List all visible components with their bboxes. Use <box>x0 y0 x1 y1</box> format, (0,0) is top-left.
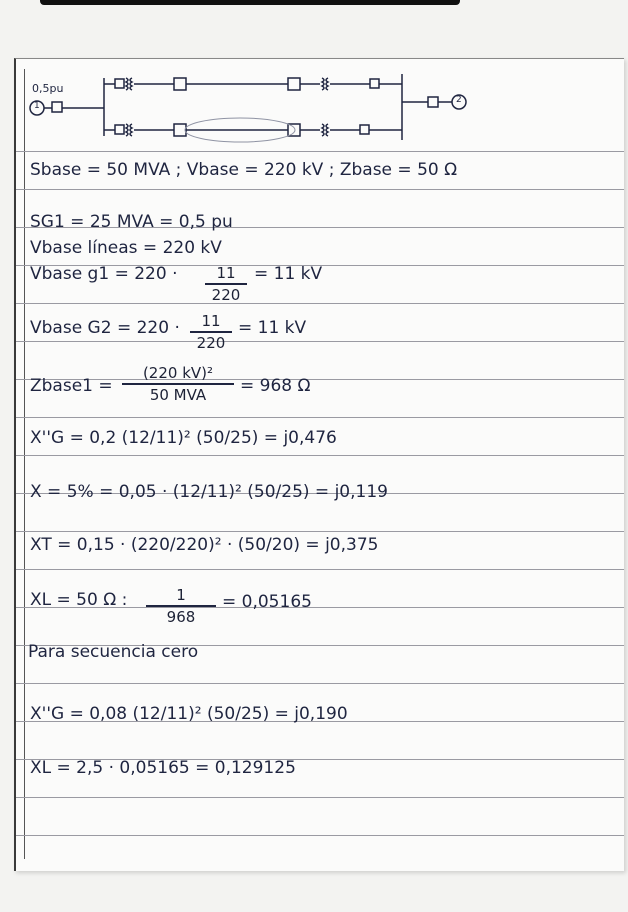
pu-label: 0,5pu <box>32 82 64 95</box>
zbase-right: = 968 Ω <box>240 376 311 396</box>
vbase-g1-fraction <box>205 264 247 304</box>
node-1-label: 1 <box>34 101 40 111</box>
xl0-line: XL = 2,5 · 0,05165 = 0,129125 <box>30 758 296 778</box>
zbase-num: (220 kV)² <box>142 364 214 382</box>
zero-sequence-heading: Para secuencia cero <box>28 642 199 662</box>
zbase-fraction <box>122 364 234 404</box>
xl-den: 968 <box>166 607 196 626</box>
vbase-g2-num: 11 <box>201 312 221 330</box>
circuit-drawing <box>20 64 490 144</box>
breaker-gen2 <box>428 97 438 107</box>
xt-line: XT = 0,15 · (220/220)² · (50/20) = j0,375 <box>30 535 379 555</box>
zbase-left: Zbase1 = <box>30 376 113 396</box>
xl-right: = 0,05165 <box>222 592 312 612</box>
page-margin-line <box>24 69 25 859</box>
xl-num: 1 <box>176 586 186 604</box>
sg1-line: SG1 = 25 MVA = 0,5 pu <box>30 212 233 232</box>
breaker-gen1 <box>52 102 62 112</box>
xl-fraction <box>146 586 216 626</box>
vbase-g1-den: 220 <box>211 285 241 304</box>
one-line-diagram <box>20 64 490 144</box>
vbase-g1-right: = 11 kV <box>254 264 323 284</box>
vbase-g2-left: Vbase G2 = 220 · <box>30 318 180 338</box>
xg-line: X''G = 0,2 (12/11)² (50/25) = j0,476 <box>30 428 337 448</box>
x5-line: X = 5% = 0,05 · (12/11)² (50/25) = j0,119 <box>30 482 388 502</box>
node-2-label: 2 <box>456 95 462 105</box>
vbase-g1-num: 11 <box>216 264 236 282</box>
vbase-g2-right: = 11 kV <box>238 318 307 338</box>
zbase-den: 50 MVA <box>149 385 207 404</box>
vbase-lineas-line: Vbase líneas = 220 kV <box>30 238 222 258</box>
xl-left: XL = 50 Ω : <box>30 590 128 610</box>
vbase-g1-left: Vbase g1 = 220 · <box>30 264 178 284</box>
vbase-g2-fraction <box>190 312 232 352</box>
xg0-line: X''G = 0,08 (12/11)² (50/25) = j0,190 <box>30 704 348 724</box>
camera-top-bar <box>40 0 460 5</box>
base-values-line: Sbase = 50 MVA ; Vbase = 220 kV ; Zbase = 50 Ω <box>30 160 458 180</box>
vbase-g2-den: 220 <box>196 333 226 352</box>
